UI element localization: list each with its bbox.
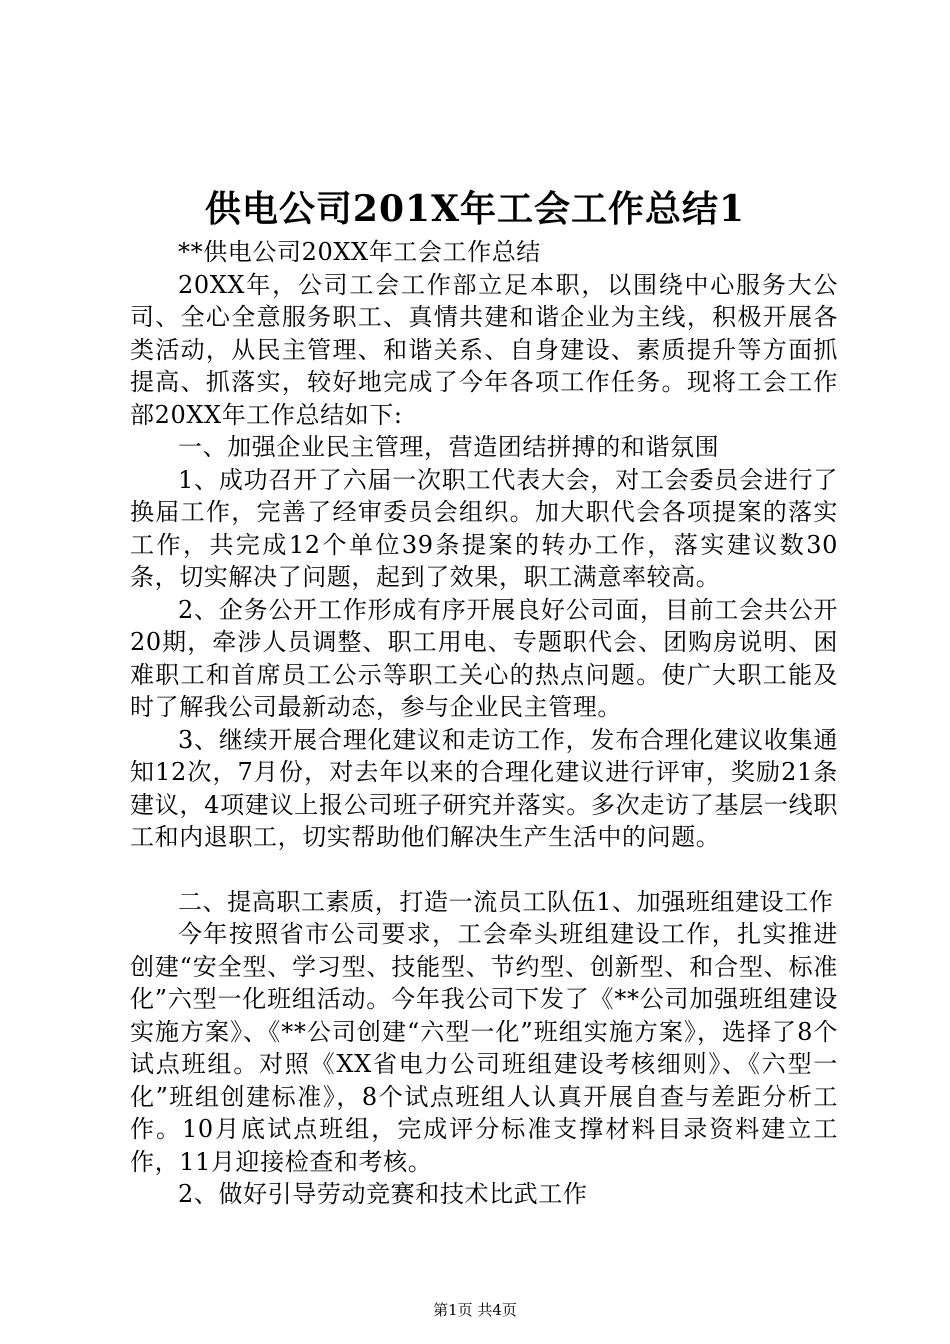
paragraph-item-1: 1、成功召开了六届一次职工代表大会，对工会委员会进行了换届工作，完善了经审委员会组织。加大职代会各项提案的落实工作，共完成12个单位39条提案的转办工作，落实建议数30条，切实解决了问题，起到了效果，职工满意率较高。: [130, 465, 838, 591]
paragraph-item-competition: 2、做好引导劳动竞赛和技术比武工作: [178, 1180, 588, 1208]
document-title: 供电公司201X年工会工作总结1: [204, 188, 746, 230]
paragraph-intro: 20XX年，公司工会工作部立足本职，以围绕中心服务大公司、全心全意服务职工、真情共建和谐企业为主线，积极开展各类活动，从民主管理、和谐关系、自身建设、素质提升等方面抓提高、抓落实，较好地完成了今年各项工作任务。现将工会工作部20XX年工作总结如下:: [130, 270, 838, 429]
paragraph-item-3: 3、继续开展合理化建议和走访工作，发布合理化建议收集通知12次，7月份，对去年以来的合理化建议进行评审，奖励21条建议，4项建议上报公司班子研究并落实。多次走访了基层一线职工和内退职工，切实帮助他们解决生产生活中的问题。: [130, 725, 838, 851]
section-heading-1: 一、加强企业民主管理，营造团结拼搏的和谐氛围: [178, 433, 720, 461]
section-heading-2: 二、提高职工素质，打造一流员工队伍1、加强班组建设工作: [178, 887, 834, 916]
paragraph-item-2: 2、企务公开工作形成有序开展良好公司面，目前工会共公开20期，牵涉人员调整、职工用电、专题职代会、团购房说明、困难职工和首席员工公示等职工关心的热点问题。使广大职工能及时了解我公司最新动态，参与企业民主管理。: [130, 595, 838, 721]
paragraph-team-building: 今年按照省市公司要求，工会牵头班组建设工作，扎实推进创建“安全型、学习型、技能型、节约型、创新型、和合型、标准化”六型一化班组活动。今年我公司下发了《**公司加强班组建设实施方案》、《**公司创建“六型一化”班组实施方案》，选择了8个试点班组。对照《XX省电力公司班组建设考核细则》、《六型一化”班组创建标准》，8个试点班组人认真开展自查与差距分析工作。10月底试点班组，完成评分标准支撑材料目录资料建立工作，11月迎接检查和考核。: [130, 920, 838, 1176]
paragraph-subtitle: **供电公司20XX年工会工作总结: [178, 238, 541, 266]
document-body: [130, 236, 838, 1211]
page-footer: 第1页 共4页: [433, 1301, 517, 1319]
